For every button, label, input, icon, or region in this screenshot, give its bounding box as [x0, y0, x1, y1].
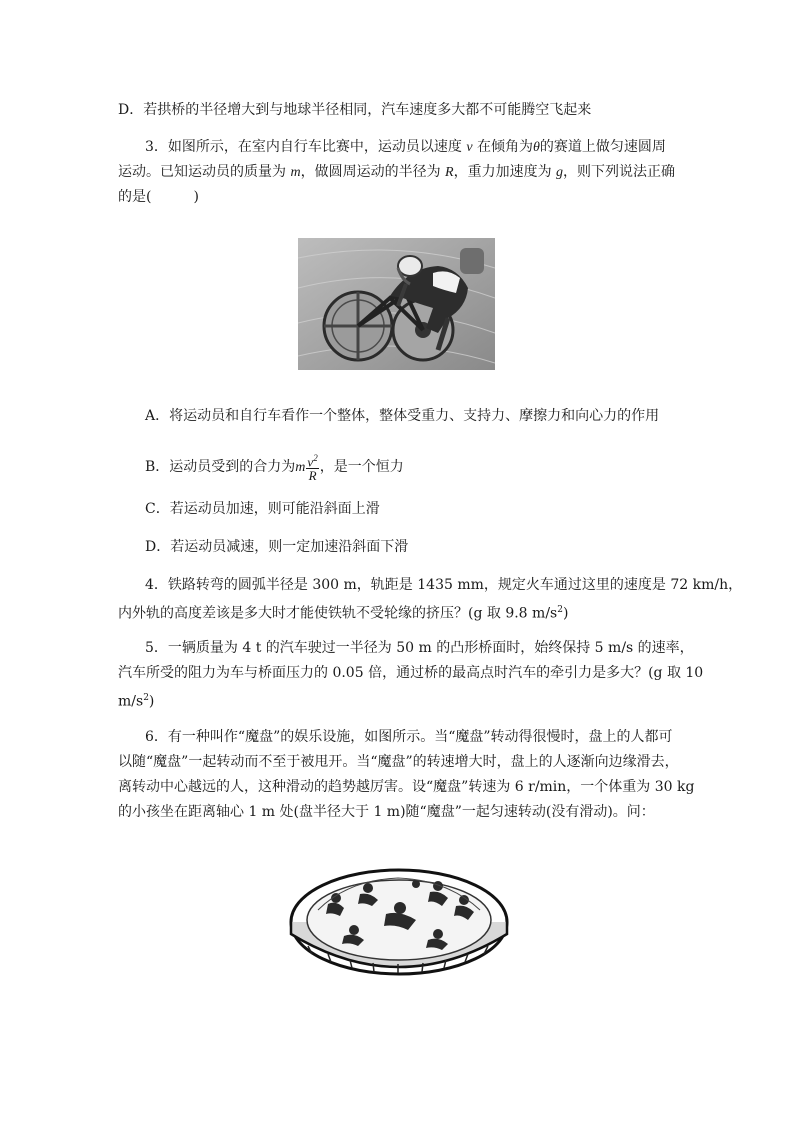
q4-line2: 内外轨的高度差该是多大时才能使铁轨不受轮缘的挤压？(g 取 9.8 $m/s^2$): [118, 605, 569, 622]
q5-line1: 5．一辆质量为 4 t 的汽车驶过一半径为 50 m 的凸形桥面时，始终保持 5 m/s 的速率，: [145, 640, 694, 656]
q6-line1: 6．有一种叫作“魔盘”的娱乐设施，如图所示。当“魔盘”转动得很慢时，盘上的人都可: [145, 729, 673, 745]
q3-stem-line2: 运动。已知运动员的质量为 m，做圆周运动的半径为 R，重力加速度为 g，则下列说法正确: [118, 164, 676, 180]
q6-line2: 以随“魔盘”一起转动而不至于被甩开。当“魔盘”的转速增大时，盘上的人逐渐向边缘滑去，: [118, 754, 679, 770]
magic-disk-illustration: [288, 850, 510, 990]
q5-line3: $m/s^2$): [118, 693, 155, 710]
q3-stem-line3: 的是( ): [118, 189, 199, 205]
q3-option-d: D．若运动员减速，则一定加速沿斜面下滑: [145, 539, 409, 555]
q2-option-d: D．若拱桥的半径增大到与地球半径相同，汽车速度多大都不可能腾空飞起来: [118, 102, 592, 118]
q6-line3: 离转动中心越远的人，这种滑动的趋势越厉害。设“魔盘”转速为 6 r/min，一个体重为 30 kg: [118, 779, 695, 795]
q3-option-c: C．若运动员加速，则可能沿斜面上滑: [145, 501, 380, 517]
formula-fraction: $\frac{v^2}{R}$: [307, 453, 318, 484]
q4-line1: 4．铁路转弯的圆弧半径是 300 m，轨距是 1435 mm，规定火车通过这里的速度是 72 km/h，: [145, 577, 743, 593]
q5-line2: 汽车所受的阻力为车与桥面压力的 0.05 倍，通过桥的最高点时汽车的牵引力是多大？(g 取 10: [118, 665, 704, 681]
q3-option-a: A．将运动员和自行车看作一个整体，整体受重力、支持力、摩擦力和向心力的作用: [145, 408, 660, 424]
q3-option-b: B．运动员受到的合力为m $\frac{v^2}{R}$ ，是一个恒力: [145, 453, 404, 484]
q6-line4: 的小孩坐在距离轴心 1 m 处(盘半径大于 1 m)随“魔盘”一起匀速转动(没有滑动)。问：: [118, 804, 655, 820]
q3-stem-line1: 3．如图所示，在室内自行车比赛中，运动员以速度 v 在倾角为θ的赛道上做匀速圆周: [145, 139, 666, 155]
cyclist-photo: [298, 238, 495, 370]
